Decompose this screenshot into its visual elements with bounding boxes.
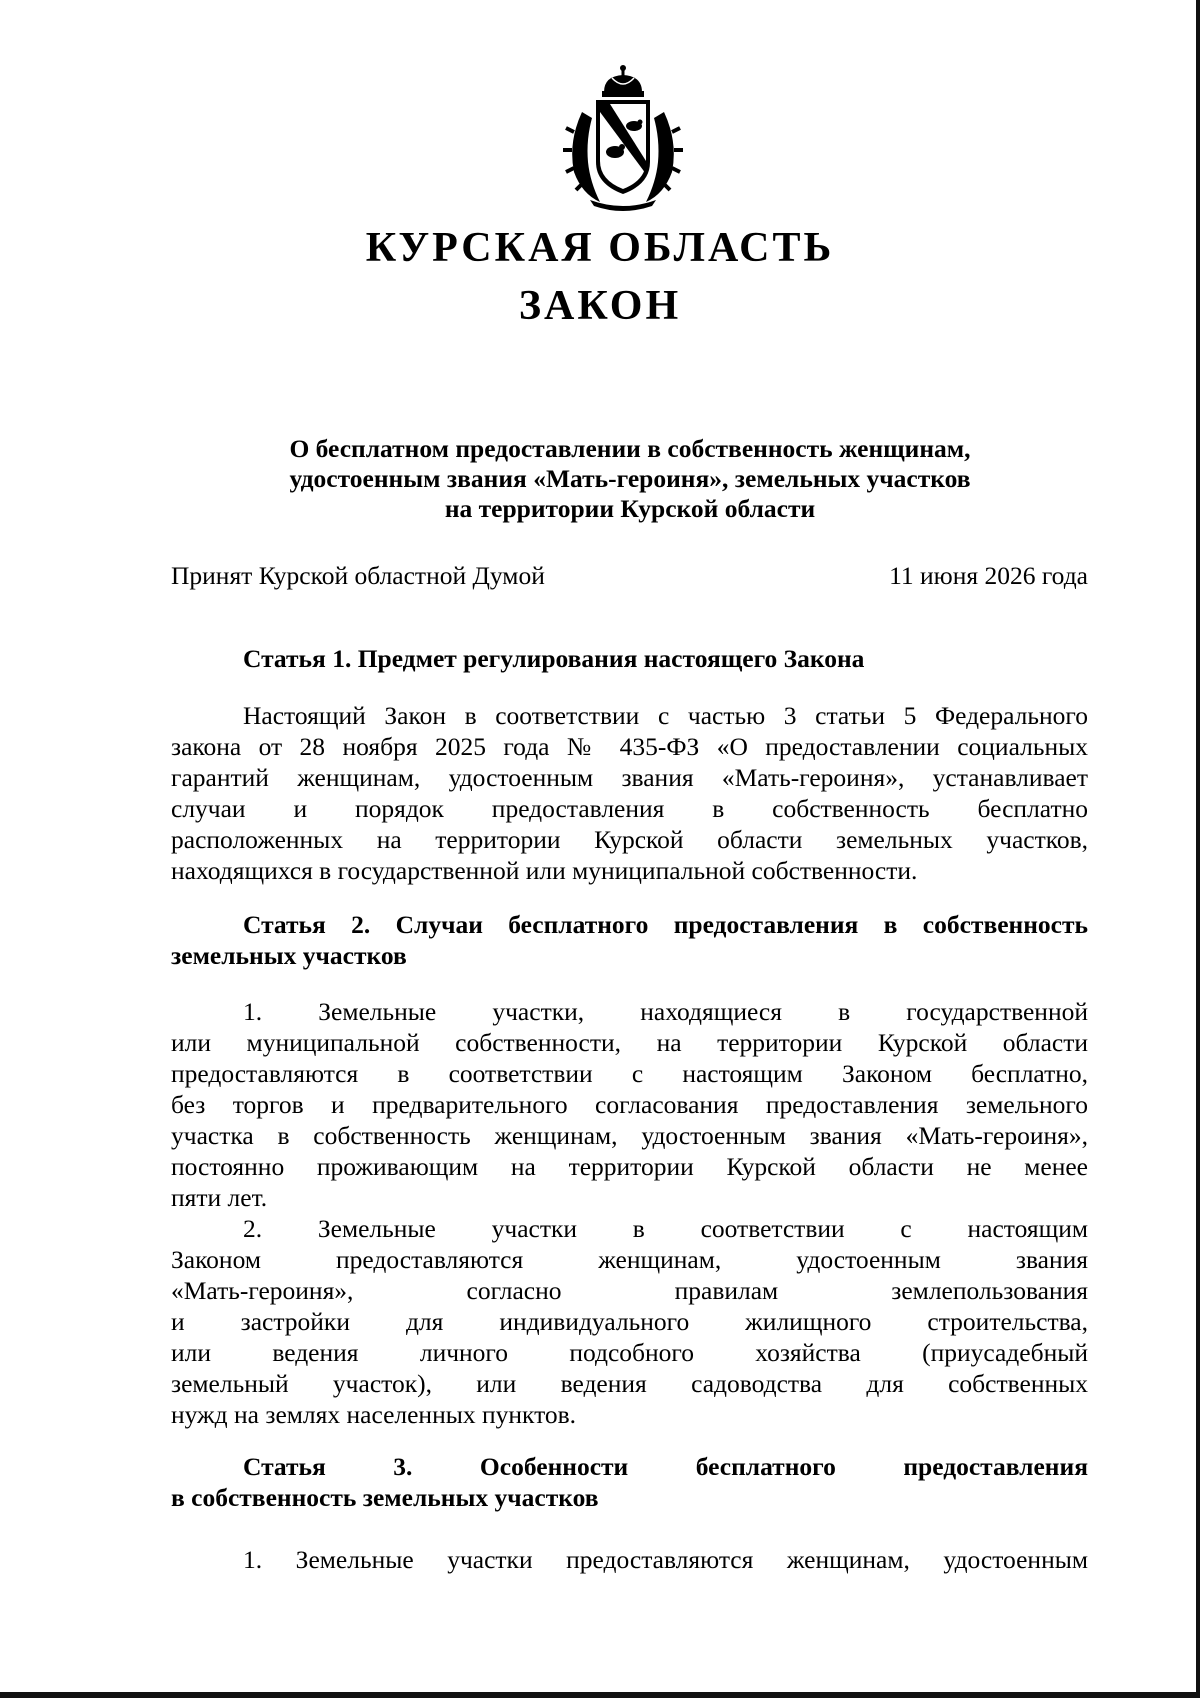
text-line: или муниципальной собственности, на территории Курской области	[171, 1028, 1088, 1057]
region-heading: КУРСКАЯ ОБЛАСТЬ	[365, 225, 835, 271]
text-line: Законом предоставляются женщинам, удостоенным звания	[171, 1245, 1088, 1274]
text-line: случаи и порядок предоставления в собственность бесплатно	[171, 794, 1088, 823]
article-3-heading	[171, 1451, 1088, 1513]
article-2-paragraph-1	[171, 996, 1088, 1213]
document-type-heading: ЗАКОН	[518, 283, 682, 329]
article-heading-line: Статья 2. Случаи бесплатного предоставления в собственность	[243, 910, 1088, 939]
article-2-paragraph-2	[171, 1213, 1088, 1430]
text-line: находящихся в государственной или муниципальной собственности.	[171, 856, 918, 885]
text-line: постоянно проживающим на территории Курской области не менее	[171, 1152, 1088, 1181]
text-line: «Мать-героиня», согласно правилам землепользования	[171, 1276, 1088, 1305]
text-line: и застройки для индивидуального жилищного строительства,	[171, 1307, 1088, 1336]
article-heading-line: земельных участков	[171, 941, 407, 970]
adopted-by: Принят Курской областной Думой	[171, 561, 545, 590]
article-heading-line: Статья 1. Предмет регулирования настоящего Закона	[243, 644, 865, 673]
scan-edge-bottom	[0, 1692, 1200, 1698]
text-line: 1. Земельные участки предоставляются женщинам, удостоенным	[243, 1545, 1088, 1574]
law-title-line: удостоенным звания «Мать-героиня», земельных участков	[289, 464, 971, 493]
article-1-heading	[171, 643, 1088, 674]
text-line: закона от 28 ноября 2025 года № 435-ФЗ «О предоставлении социальных	[171, 732, 1088, 761]
text-line: предоставляются в соответствии с настоящим Законом бесплатно,	[171, 1059, 1088, 1088]
text-line: расположенных на территории Курской области земельных участков,	[171, 825, 1088, 854]
coat-of-arms-emblem	[560, 62, 686, 212]
scan-edge-right	[1196, 0, 1200, 1698]
text-line: нужд на землях населенных пунктов.	[171, 1400, 577, 1429]
adoption-date: 11 июня 2026 года	[889, 561, 1088, 590]
text-line: гарантий женщинам, удостоенным звания «Мать-героиня», устанавливает	[171, 763, 1088, 792]
text-line: Настоящий Закон в соответствии с частью 3 статьи 5 Федерального	[243, 701, 1088, 730]
article-2-heading	[171, 909, 1088, 971]
text-line: или ведения личного подсобного хозяйства (приусадебный	[171, 1338, 1088, 1367]
article-1-text	[171, 700, 1088, 886]
law-title-line: О бесплатном предоставлении в собственность женщинам,	[289, 434, 971, 463]
article-heading-line: Статья 3. Особенности бесплатного предоставления	[243, 1452, 1088, 1481]
article-heading-line: в собственность земельных участков	[171, 1483, 599, 1512]
article-3-paragraph-1	[171, 1544, 1088, 1575]
text-line: пяти лет.	[171, 1183, 268, 1212]
text-line: участка в собственность женщинам, удостоенным звания «Мать-героиня»,	[171, 1121, 1088, 1150]
law-title	[220, 434, 1040, 524]
text-line: без торгов и предварительного согласования предоставления земельного	[171, 1090, 1088, 1119]
text-line: 1. Земельные участки, находящиеся в государственной	[243, 997, 1088, 1026]
law-title-line: на территории Курской области	[444, 494, 816, 523]
text-line: земельный участок), или ведения садоводства для собственных	[171, 1369, 1088, 1398]
text-line: 2. Земельные участки в соответствии с настоящим	[243, 1214, 1088, 1243]
